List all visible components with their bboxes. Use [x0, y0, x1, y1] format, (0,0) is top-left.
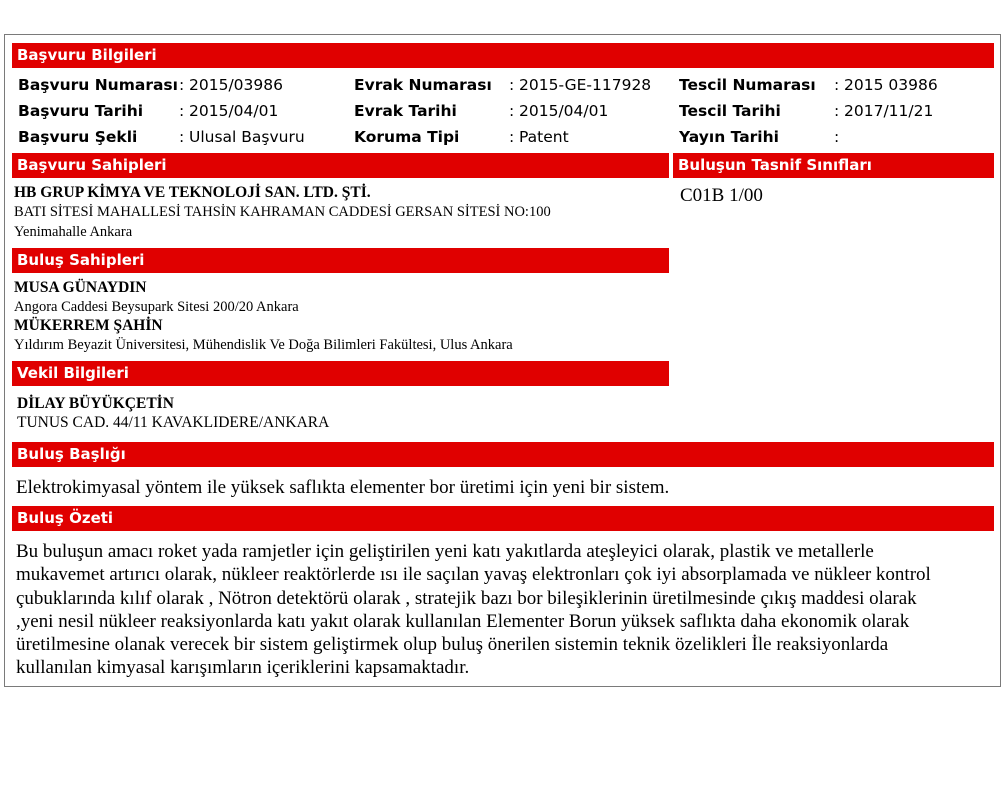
colon: : — [179, 102, 185, 120]
value-protection-type: Patent — [519, 128, 569, 146]
colon: : — [509, 128, 515, 146]
label-application-date: Başvuru Tarihi — [18, 102, 144, 120]
label-registration-number: Tescil Numarası — [679, 76, 816, 94]
section-header-summary: Buluş Özeti — [12, 506, 994, 531]
label-application-number: Başvuru Numarası — [18, 76, 178, 94]
label-application-type: Başvuru Şekli — [18, 128, 138, 146]
applicant-address-line2: Yenimahalle Ankara — [14, 224, 133, 240]
colon: : — [834, 102, 840, 120]
value-application-date: 2015/04/01 — [189, 102, 279, 120]
colon: : — [834, 128, 840, 146]
label-protection-type: Koruma Tipi — [354, 128, 460, 146]
attorney-address: TUNUS CAD. 44/11 KAVAKLIDERE/ANKARA — [17, 414, 330, 431]
inventor-name: MUSA GÜNAYDIN — [14, 279, 147, 296]
inventor-address: Angora Caddesi Beysupark Sitesi 200/20 Ankara — [14, 299, 299, 315]
applicant-address-line1: BATI SİTESİ MAHALLESİ TAHSİN KAHRAMAN CADDESİ GERSAN SİTESİ NO:100 — [14, 204, 551, 220]
section-header-title: Buluş Başlığı — [12, 442, 994, 467]
label-registration-date: Tescil Tarihi — [679, 102, 781, 120]
colon: : — [179, 128, 185, 146]
colon: : — [509, 76, 515, 94]
value-application-number: 2015/03986 — [189, 76, 283, 94]
section-header-attorney: Vekil Bilgileri — [12, 361, 669, 386]
inventor-name: MÜKERREM ŞAHİN — [14, 317, 163, 334]
label-document-date: Evrak Tarihi — [354, 102, 457, 120]
section-header-inventors: Buluş Sahipleri — [12, 248, 669, 273]
value-document-date: 2015/04/01 — [519, 102, 609, 120]
label-document-number: Evrak Numarası — [354, 76, 492, 94]
value-registration-date: 2017/11/21 — [844, 102, 934, 120]
value-registration-number: 2015 03986 — [844, 76, 938, 94]
value-document-number: 2015-GE-117928 — [519, 76, 652, 94]
attorney-name: DİLAY BÜYÜKÇETİN — [17, 395, 174, 412]
section-header-application-info: Başvuru Bilgileri — [12, 43, 994, 68]
inventor-address: Yıldırım Beyazit Üniversitesi, Mühendislik Ve Doğa Bilimleri Fakültesi, Ulus Ankara — [14, 337, 513, 353]
invention-title: Elektrokimyasal yöntem ile yüksek saflıkta elementer bor üretimi için yeni bir sistem. — [16, 477, 670, 498]
value-application-type: Ulusal Başvuru — [189, 128, 305, 146]
label-publication-date: Yayın Tarihi — [679, 128, 779, 146]
applicant-name: HB GRUP KİMYA VE TEKNOLOJİ SAN. LTD. ŞTİ. — [14, 184, 371, 201]
classification-code: C01B 1/00 — [680, 185, 763, 206]
section-header-applicants: Başvuru Sahipleri — [12, 153, 669, 178]
colon: : — [179, 76, 185, 94]
colon: : — [834, 76, 840, 94]
colon: : — [509, 102, 515, 120]
section-header-classification: Buluşun Tasnif Sınıfları — [673, 153, 994, 178]
invention-summary: Bu buluşun amacı roket yada ramjetler için geliştirilen yeni katı yakıtlarda ateşleyici olarak, plastik ve metallerle mukavemet artırıcı olarak, nükleer reaktörlerde ısı ile saçılan yavaş elektronları çok iyi absorplamada ve nükleer kontrol çubuklarında kılıf olarak , Nötron detektörü olarak , stratejik bazı bor bileşiklerinin üretilmesinde çıkış maddesi olarak ,yeni nesil nükleer reaksiyonlarda katı yakıt olarak kullanılan Elementer Borun yüksek saflıkta daha ekonomik olarak üretilmesine olanak verecek bir sistem geliştirmek olup buluş önerilen sistemin teknik özelikleri İle reaksiyonlarda kullanılan kimyasal karışımların içeriklerini kapsamaktadır. — [16, 541, 931, 679]
